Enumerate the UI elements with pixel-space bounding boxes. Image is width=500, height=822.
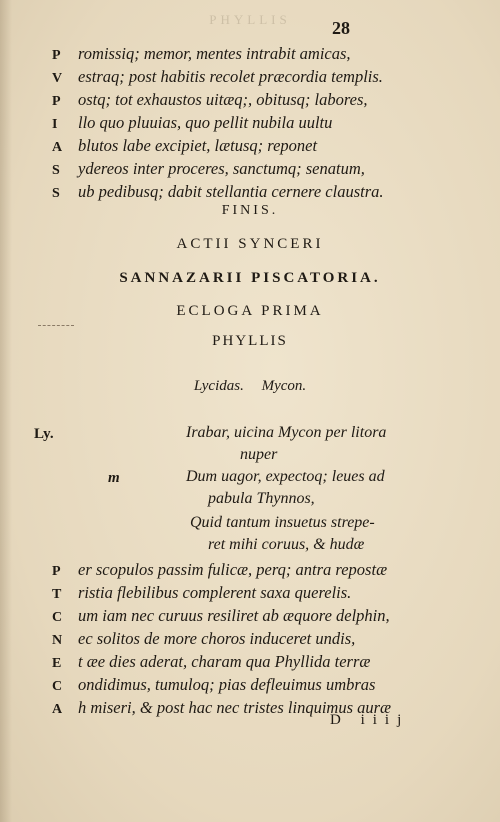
verse-initial: A xyxy=(52,702,63,717)
finis-heading: FINIS. xyxy=(221,203,279,218)
indented-verse: ret mihi coruus, & hudæ xyxy=(208,536,365,553)
verse-text: er scopulos passim fulicæ, perq; antra repostæ xyxy=(78,560,388,579)
verse-initial: C xyxy=(52,679,63,694)
verse-line xyxy=(52,136,410,158)
verse-text: blutos labe excipiet, lætusq; reponet xyxy=(78,136,318,155)
verse-initial: C xyxy=(52,610,63,625)
verse-initial: S xyxy=(52,163,60,178)
verse-text: romissiq; memor, mentes intrabit amicas, xyxy=(78,44,351,63)
speaker-label-mycon: m xyxy=(108,470,120,486)
ecloga-heading: ECLOGA PRIMA xyxy=(176,303,324,319)
verse-line xyxy=(52,675,410,697)
poem-title: PHYLLIS xyxy=(212,333,288,349)
speakers-line: Lycidas. Mycon. xyxy=(193,378,307,394)
verse-text: ydereos inter proceres, sanctumq; senatum, xyxy=(78,159,365,178)
signature-mark: D iiij xyxy=(330,712,410,728)
verse-initial: E xyxy=(52,656,62,671)
verse-line xyxy=(52,159,410,181)
verse-text: ub pedibusq; dabit stellantia cernere claustra. xyxy=(78,182,384,201)
verse-text: llo quo pluuias, quo pellit nubila uultu xyxy=(78,113,333,132)
indented-verse: Quid tantum insuetus strepe- xyxy=(190,514,375,531)
verse-line xyxy=(52,606,410,628)
author-heading-line1: ACTII SYNCERI xyxy=(176,236,324,252)
verse-text: ec solitos de more choros induceret undis, xyxy=(78,629,356,648)
indented-verse: nuper xyxy=(240,446,278,463)
speaker-label-lycidas: Ly. xyxy=(34,426,54,442)
verse-initial: S xyxy=(52,186,60,201)
verse-initial: N xyxy=(52,633,63,648)
indented-verse: pabula Thynnos, xyxy=(208,490,315,507)
verse-line xyxy=(52,113,410,135)
indented-verse: Dum uagor, expectoq; leues ad xyxy=(186,468,385,485)
verse-text: ostq; tot exhaustos uitæq;, obitusq; labores, xyxy=(78,90,368,109)
indented-verse: Irabar, uicina Mycon per litora xyxy=(186,424,387,441)
verse-text: ondidimus, tumuloq; pias defleuimus umbras xyxy=(78,675,376,694)
verse-text: ristia flebilibus complerent saxa querelis. xyxy=(78,583,352,602)
verse-initial: P xyxy=(52,564,61,579)
verse-initial: I xyxy=(52,117,58,132)
verse-initial: T xyxy=(52,587,62,602)
verse-line xyxy=(52,560,410,582)
ink-smudge xyxy=(38,325,74,330)
show-through-text: PHYLLIS xyxy=(209,12,291,27)
page-gutter-shadow xyxy=(0,0,12,822)
verse-line xyxy=(52,44,410,66)
page-number: 28 xyxy=(332,18,350,38)
verse-line xyxy=(52,629,410,651)
verse-text: estraq; post habitis recolet præcordia templis. xyxy=(78,67,383,86)
verse-line xyxy=(52,583,410,605)
verse-text: t æe dies aderat, charam qua Phyllida terræ xyxy=(78,652,371,671)
verse-line xyxy=(52,90,410,112)
verse-text: h miseri, & post hac nec tristes linquimus auræ xyxy=(78,698,392,717)
verse-line xyxy=(52,182,410,204)
verse-text: um iam nec curuus resiliret ab æquore delphin, xyxy=(78,606,390,625)
verse-line xyxy=(52,67,410,89)
verse-line xyxy=(52,652,410,674)
verse-initial: P xyxy=(52,94,61,109)
author-heading-line2: SANNAZARII PISCATORIA. xyxy=(119,270,381,286)
verse-initial: V xyxy=(52,71,63,86)
verse-initial: A xyxy=(52,140,63,155)
verse-initial: P xyxy=(52,48,61,63)
